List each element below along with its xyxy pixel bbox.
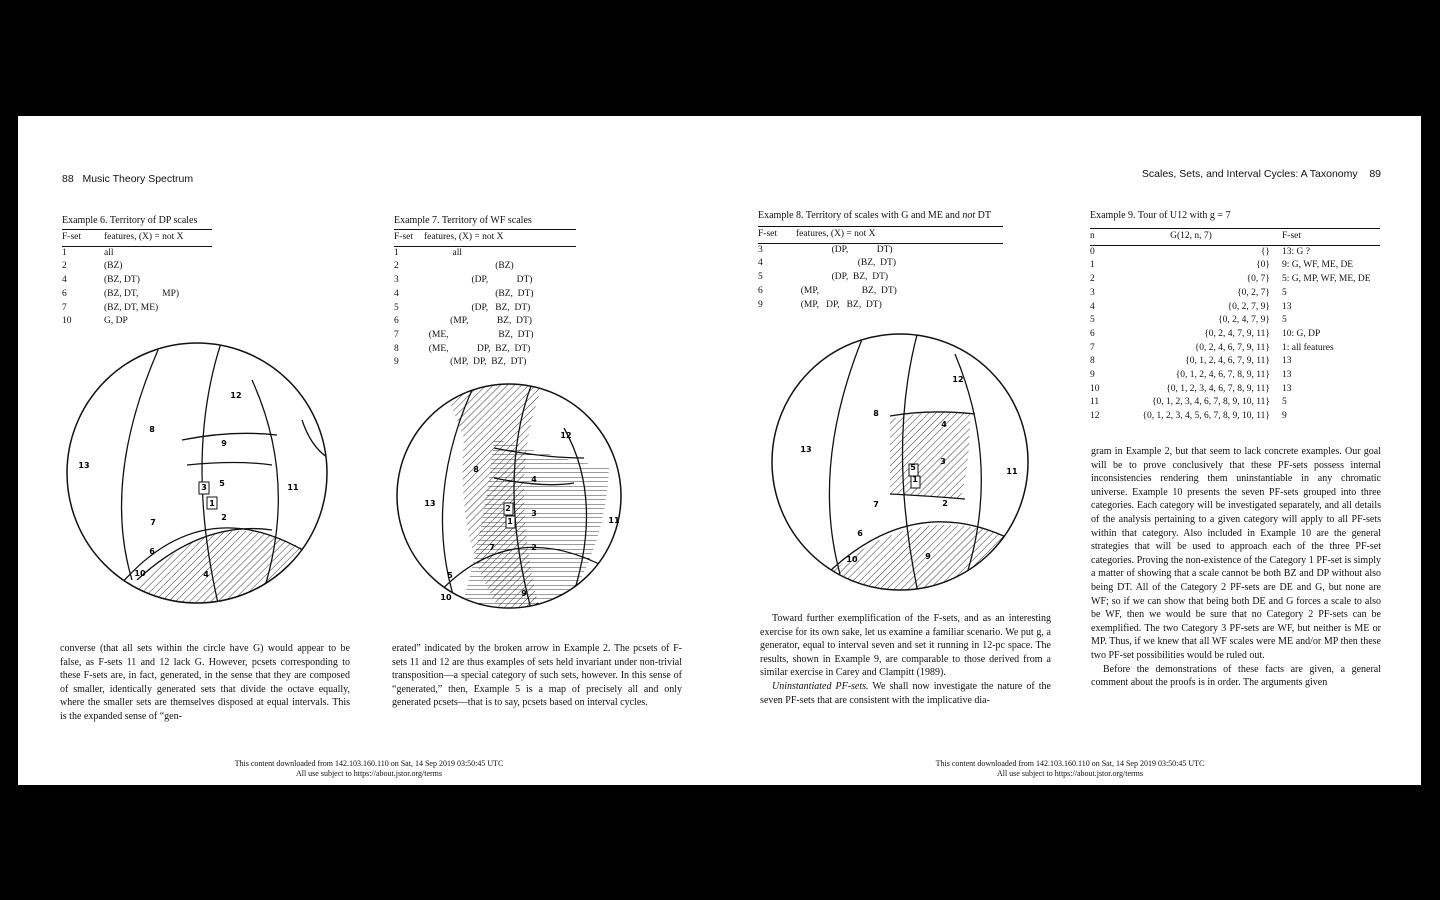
table-row [758, 257, 1003, 271]
region-label: 7 [489, 543, 495, 552]
table-cell: 5 [1090, 315, 1095, 326]
example6-table [62, 229, 212, 329]
table-cell: 4 [758, 258, 763, 269]
example9-table [1090, 228, 1380, 424]
table-cell: (ME, BZ, DT) [424, 329, 534, 340]
region-label: 2 [942, 499, 948, 508]
table-cell: {0, 1, 2, 4, 6, 7, 8, 9, 11} [1175, 370, 1270, 381]
example9-caption: Example 9. Tour of U12 with g = 7 [1090, 210, 1231, 221]
table-cell: (BZ, DT, MP) [104, 288, 180, 299]
table-cell: 13 [1282, 301, 1292, 312]
article-title: Scales, Sets, and Interval Cycles: A Taxonomy [1141, 168, 1358, 180]
region-label: 4 [941, 420, 947, 429]
table-row [394, 246, 576, 260]
table-row [1090, 383, 1380, 397]
table-cell: 8 [1090, 356, 1095, 367]
region-label: 11 [1006, 467, 1018, 476]
region-label: 5 [447, 571, 453, 580]
region-label: 1 [507, 517, 513, 526]
region-label: 10 [846, 555, 858, 564]
table-cell: 7 [62, 302, 67, 313]
region-label: 13 [800, 445, 812, 454]
table-row [1090, 273, 1380, 287]
table-cell: (BZ) [104, 261, 123, 272]
text-column-2: erated” indicated by the broken arrow in Example 2. The pcsets of F-sets 11 and 12 are thus examples of sets held invariant under non-trivial transposition—a special category of such sets, however. In this sense of “generated,” then, Example 5 is a map of precisely all and only generated pcsets—that is to say, pcsets based on interval cycles. [392, 643, 682, 709]
table-cell: 7 [1090, 342, 1095, 353]
table-row [1090, 287, 1380, 301]
table-cell: 8 [394, 343, 399, 354]
region-label: 1 [912, 475, 918, 484]
region-label: 9 [521, 589, 527, 598]
table-cell: (BZ, DT) [796, 258, 897, 269]
table-row [62, 288, 212, 302]
table-cell: {0, 1, 2, 3, 4, 6, 7, 8, 9, 10, 11} [1151, 397, 1270, 408]
region-label: 9 [925, 552, 931, 561]
page-number-right: 89 [1369, 168, 1381, 180]
table-row [394, 356, 576, 370]
region-label: 10 [134, 569, 146, 578]
region-label: 3 [201, 483, 207, 492]
table-cell: 4 [394, 288, 399, 299]
region-label: 4 [531, 475, 537, 484]
region-label: 8 [473, 465, 479, 474]
region-label: 12 [560, 431, 572, 440]
table-cell: 1 [394, 247, 399, 258]
region-label: 6 [149, 547, 155, 556]
table-row [1090, 410, 1380, 424]
region-label: 6 [857, 529, 863, 538]
col-fset: F-set [394, 230, 424, 247]
region-label: 2 [531, 543, 537, 552]
region-label: 7 [150, 518, 156, 527]
table-cell: {0, 2, 7} [1237, 287, 1270, 298]
table-cell: 12 [1090, 411, 1100, 422]
table-cell: 2 [394, 261, 399, 272]
table-cell: {0, 2, 4, 7, 9, 11} [1204, 328, 1270, 339]
table-cell: 5 [1282, 287, 1287, 298]
col-features: features, (X) = not X [796, 227, 1003, 244]
table-cell: 5 [394, 302, 399, 313]
table-cell: {0, 2, 4, 7, 9} [1218, 315, 1270, 326]
table-row [394, 302, 576, 316]
region-label: 13 [424, 499, 436, 508]
table-cell: 9 [1090, 370, 1095, 381]
table-row [758, 271, 1003, 285]
table-cell: 6 [394, 316, 399, 327]
table-row [1090, 355, 1380, 369]
table-cell: (DP, BZ, DT) [424, 302, 531, 313]
col-n: n [1090, 229, 1112, 246]
table-cell: (MP, DP, BZ, DT) [796, 299, 882, 310]
region-label: 7 [873, 500, 879, 509]
table-cell: (BZ, DT, ME) [104, 302, 159, 313]
table-cell: 1: all features [1282, 342, 1334, 353]
region-label: 11 [608, 516, 620, 525]
download-notice-left: This content downloaded from 142.103.160.110 on Sat, 14 Sep 2019 03:50:45 UTC All use subject to https://about.jstor.org/terms [234, 759, 504, 778]
region-label: 4 [203, 570, 209, 579]
table-row [758, 285, 1003, 299]
table-cell: (BZ) [424, 261, 514, 272]
table-row [62, 246, 212, 260]
table-row [394, 329, 576, 343]
table-cell: {} [1260, 246, 1270, 257]
table-row [1090, 369, 1380, 383]
table-cell: 10 [62, 316, 72, 327]
table-cell: (DP, DT) [796, 244, 893, 255]
table-cell: (MP, DP, BZ, DT) [424, 357, 527, 368]
text-column-4: gram in Example 2, but that seem to lack concrete examples. Our goal will be to prove conclusively that these PF-sets possess internal inconsistencies rendering them uninstantiable in any chromatic universe. Example 10 presents the seven PF-sets grouped into three categories. Each category will be investigated separately, and all details of the analysis pertaining to a given category will apply to all PF-sets within that category. Also included in Example 10 are the general strategies that will be used to approach each of the three PF-set categories. Proving the non-existence of the Category 1 PF-set is simply a matter of showing that a scale cannot be both BZ and DP without also being DT. All of the Category 2 PF-sets are DE and G, but none are WF; so if we can show that being both DE and G forces a scale to also be WF, then we would be sure that no Category 2 PF-sets can be exemplified. The two Category 3 PF-sets are WF, but neither is ME or MP. Thus, if we knew that all WF scales were ME and/or MP then these two PF-set possibilities would be ruled out. Before the demonstrations of these facts are given, a general comment about the proofs is in order. The arguments given [1091, 446, 1381, 689]
table-cell: G, DP [104, 316, 128, 327]
region-label: 3 [531, 509, 537, 518]
table-cell: {0, 7} [1246, 274, 1270, 285]
table-cell: 13 [1282, 383, 1292, 394]
table-cell: 11 [1090, 397, 1100, 408]
table-cell: 13: G ? [1282, 246, 1310, 257]
table-row [1090, 259, 1380, 273]
table-cell: {0, 2, 4, 6, 7, 9, 11} [1194, 342, 1270, 353]
table-cell: 3 [394, 275, 399, 286]
table-cell: (BZ, DT) [424, 288, 534, 299]
table-cell: 1 [1090, 260, 1095, 271]
table-row [394, 288, 576, 302]
table-cell: (DP, DT) [424, 275, 533, 286]
table-cell: 13 [1282, 356, 1292, 367]
table-row [394, 260, 576, 274]
example8-caption: Example 8. Territory of scales with G and ME and not DT [758, 210, 991, 221]
example7-table [394, 229, 576, 370]
table-cell: 6 [758, 285, 763, 296]
table-row [758, 299, 1003, 313]
journal-title: Music Theory Spectrum [82, 173, 194, 185]
region-label: 9 [221, 439, 227, 448]
table-cell: all [104, 247, 114, 258]
table-cell: 9 [758, 299, 763, 310]
table-row [1090, 342, 1380, 356]
table-cell: {0, 1, 2, 3, 4, 5, 6, 7, 8, 9, 10, 11} [1142, 411, 1270, 422]
region-label: 5 [219, 479, 225, 488]
table-cell: 5: G, MP, WF, ME, DE [1282, 274, 1371, 285]
table-cell: (MP, BZ, DT) [424, 316, 532, 327]
table-cell: 4 [62, 275, 67, 286]
table-row [1090, 301, 1380, 315]
region-label: 8 [149, 425, 155, 434]
col-fset: F-set [758, 227, 796, 244]
example8-venn-diagram [770, 324, 1032, 602]
table-cell: (ME, DP, BZ, DT) [424, 343, 531, 354]
region-label: 12 [230, 391, 242, 400]
table-cell: 13 [1282, 370, 1292, 381]
table-cell: 10: G, DP [1282, 328, 1321, 339]
region-label: 3 [940, 457, 946, 466]
table-row [1090, 245, 1380, 259]
table-row [1090, 328, 1380, 342]
table-row [758, 243, 1003, 257]
col-g: G(12, n, 7) [1112, 229, 1270, 246]
table-cell: 6 [1090, 328, 1095, 339]
table-cell: 2 [62, 261, 67, 272]
region-label: 1 [209, 499, 215, 508]
page-number-left: 88 [62, 173, 74, 185]
table-cell: 9 [394, 357, 399, 368]
table-cell: {0, 1, 2, 4, 6, 7, 9, 11} [1185, 356, 1270, 367]
table-cell: 9: G, WF, ME, DE [1282, 260, 1354, 271]
table-cell: 0 [1090, 246, 1095, 257]
table-cell: 9 [1282, 411, 1287, 422]
table-cell: {0, 1, 2, 3, 4, 6, 7, 8, 9, 11} [1166, 383, 1270, 394]
table-cell: (DP, BZ, DT) [796, 272, 889, 283]
table-cell: 5 [1282, 315, 1287, 326]
example6-caption: Example 6. Territory of DP scales [62, 215, 198, 226]
running-head-left [62, 173, 193, 185]
table-row [62, 302, 212, 316]
table-cell: 5 [758, 272, 763, 283]
example7-caption: Example 7. Territory of WF scales [394, 215, 532, 226]
text-column-1: converse (that all sets within the circle have G) would appear to be false, as F-sets 11 and 12 lack G. However, pcsets corresponding to these F-sets are, in fact, generated, in the sense that they are composed of smaller, identically generated sets that divide the octave equally, where the smaller sets are themselves disposed at equal intervals. This is the expanded sense of “gen- [60, 643, 350, 722]
table-cell: all [424, 247, 462, 258]
table-row [62, 260, 212, 274]
region-label: 5 [910, 463, 916, 472]
table-cell: {0, 2, 7, 9} [1227, 301, 1270, 312]
table-cell: 1 [62, 247, 67, 258]
table-cell: 3 [1090, 287, 1095, 298]
table-cell: 2 [1090, 274, 1095, 285]
table-cell: 5 [1282, 397, 1287, 408]
running-head-right [1142, 168, 1381, 180]
col-features: features, (X) = not X [424, 230, 576, 247]
download-notice-right: This content downloaded from 142.103.160.110 on Sat, 14 Sep 2019 03:50:45 UTC All use subject to https://about.jstor.org/terms [935, 759, 1205, 778]
table-cell: 6 [62, 288, 67, 299]
region-label: 2 [505, 504, 511, 513]
region-label: 8 [873, 409, 879, 418]
example6-venn-diagram [62, 340, 332, 620]
table-cell: (BZ, DT) [104, 275, 140, 286]
table-row [62, 274, 212, 288]
table-cell: {0} [1256, 260, 1270, 271]
col-fset: F-set [1270, 229, 1380, 246]
journal-spread [18, 116, 1421, 785]
col-features: features, (X) = not X [104, 230, 212, 247]
example8-table [758, 226, 1003, 312]
table-row [394, 274, 576, 288]
table-row [394, 315, 576, 329]
region-label: 13 [78, 461, 90, 470]
text-column-3: Toward further exemplification of the F-sets, and as an interesting exercise for its own sake, let us examine a familiar scenario. We put g, a generator, equal to interval seven and set it running in 12-pc space. The results, shown in Example 9, are comparable to those derived from a similar exercise in Carey and Clampitt (1989). Uninstantiated PF-sets. We shall now investigate the nature of the seven PF-sets that are consistent with the implicative dia- [760, 613, 1051, 706]
table-cell: 7 [394, 329, 399, 340]
table-cell: 3 [758, 244, 763, 255]
region-label: 2 [221, 513, 227, 522]
table-row [394, 343, 576, 357]
table-row [1090, 314, 1380, 328]
region-label: 10 [440, 593, 452, 602]
table-cell: (MP, BZ, DT) [796, 285, 897, 296]
table-cell: 10 [1090, 383, 1100, 394]
example7-venn-diagram [394, 378, 624, 620]
table-row [62, 315, 212, 329]
table-cell: 4 [1090, 301, 1095, 312]
table-row [1090, 396, 1380, 410]
col-fset: F-set [62, 230, 104, 247]
region-label: 11 [287, 483, 299, 492]
region-label: 12 [952, 375, 964, 384]
